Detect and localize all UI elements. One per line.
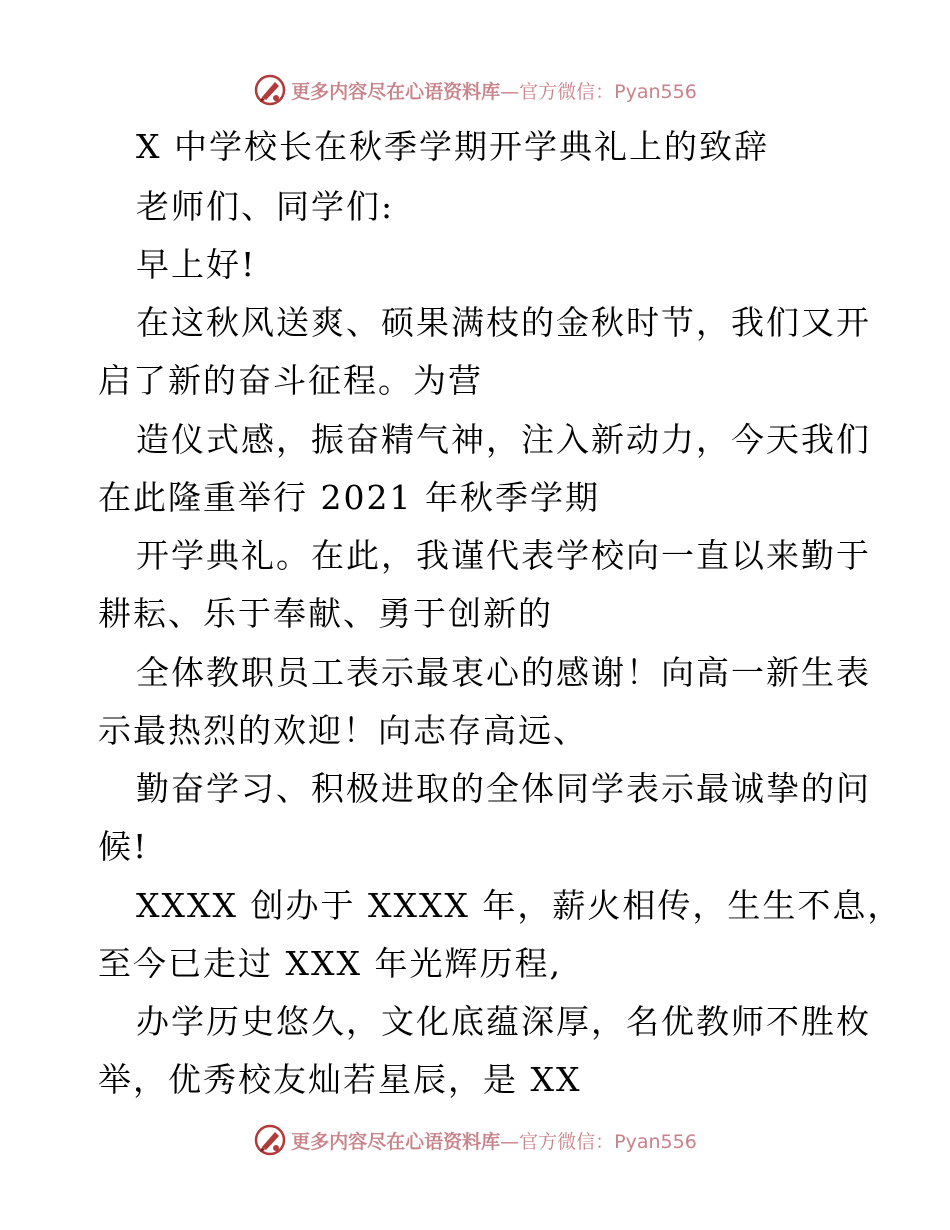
footer-banner <box>0 1120 950 1160</box>
text-line: 老师们、同学们: <box>136 187 395 226</box>
banner-main-text: 更多内容尽在心语资料库 <box>291 1130 501 1153</box>
banner-wechat-text: 官方微信：Pyan556 <box>519 1130 697 1153</box>
text-line: 示最热烈的欢迎！向志存高远、 <box>98 711 588 750</box>
banner-separator: — <box>500 1130 520 1153</box>
text-line: 全体教职员工表示最衷心的感谢！向高一新生表 <box>136 653 871 692</box>
text-line: 办学历史悠久，文化底蕴深厚，名优教师不胜枚 <box>136 1002 871 1041</box>
pen-logo-icon <box>253 73 287 107</box>
text-line: 早上好! <box>136 245 257 284</box>
text-line: 在此隆重举行 2021 年秋季学期 <box>98 478 600 517</box>
document-title: X 中学校长在秋季学期开学典礼上的致辞 <box>136 127 769 166</box>
header-banner <box>0 70 950 110</box>
text-line: 造仪式感，振奋精气神，注入新动力，今天我们 <box>136 420 871 459</box>
text-line: 耕耘、乐于奉献、勇于创新的 <box>98 594 553 633</box>
text-line: 在这秋风送爽、硕果满枝的金秋时节，我们又开 <box>136 303 871 342</box>
banner-separator: — <box>500 80 520 103</box>
banner-main-text: 更多内容尽在心语资料库 <box>291 80 501 103</box>
text-line: 举，优秀校友灿若星辰，是 XX <box>98 1060 582 1099</box>
text-line: 勤奋学习、积极进取的全体同学表示最诚挚的问 <box>136 769 871 808</box>
pen-logo-icon <box>253 1123 287 1157</box>
text-line: XXXX 创办于 XXXX 年，薪火相传，生生不息， <box>136 886 903 925</box>
text-line: 至今已走过 XXX 年光辉历程, <box>98 944 562 983</box>
text-line: 开学典礼。在此，我谨代表学校向一直以来勤于 <box>136 536 871 575</box>
text-line: 候! <box>98 827 149 866</box>
text-line: 启了新的奋斗征程。为营 <box>98 361 483 400</box>
banner-wechat-text: 官方微信：Pyan556 <box>519 80 697 103</box>
